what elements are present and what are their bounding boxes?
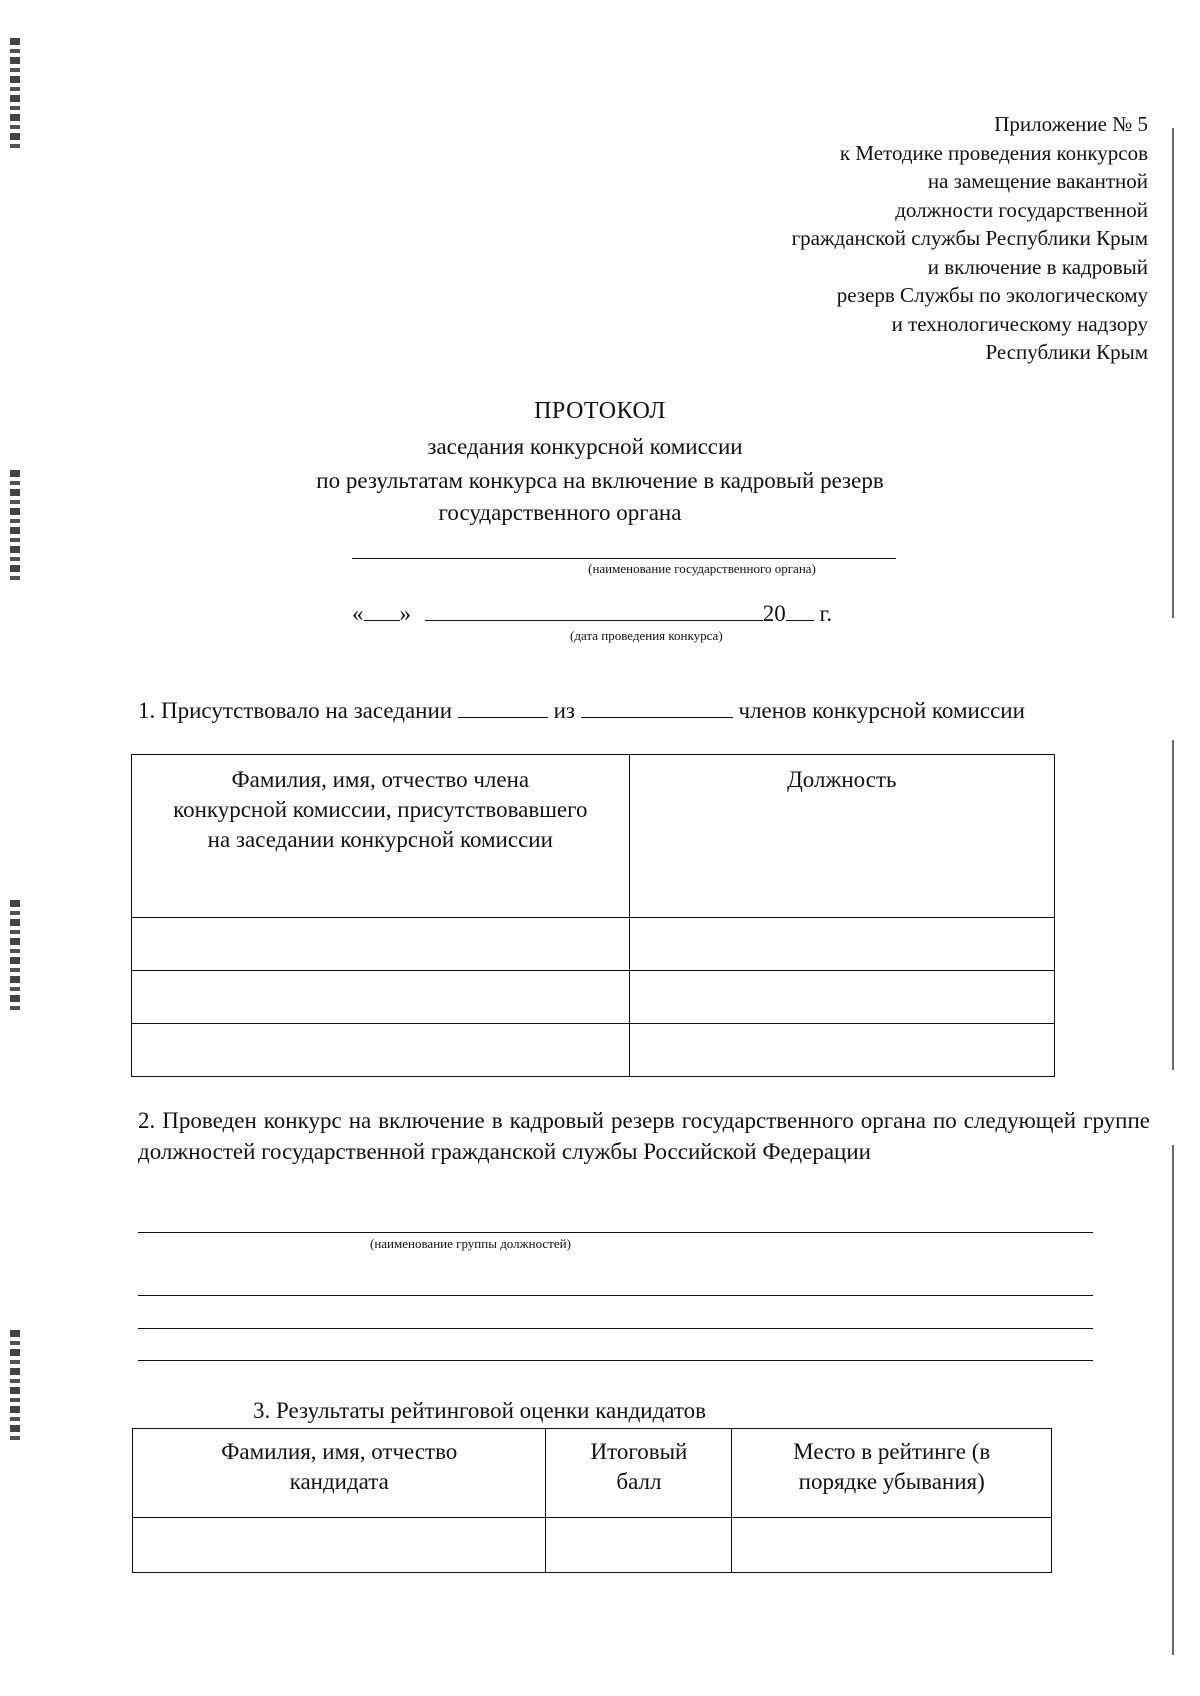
appendix-line: и технологическому надзору [891, 311, 1148, 336]
scan-edge-mark [10, 1330, 20, 1440]
document-title: ПРОТОКОЛ [534, 398, 666, 424]
column-header-candidate-name: Фамилия, имя, отчество кандидата [133, 1429, 546, 1518]
close-quote: » [399, 601, 411, 626]
document-subtitle: по результатам конкурса на включение в кадровый резерв [316, 468, 884, 493]
section-1-text-b: из [553, 698, 576, 723]
member-position-cell[interactable] [629, 971, 1054, 1024]
scan-edge-mark [10, 900, 20, 1010]
document-subtitle: государственного органа [438, 500, 682, 525]
org-name-field[interactable] [352, 558, 896, 559]
section-2-text: 2. Проведен конкурс на включение в кадровый резерв государственного органа по следующей группе должностей государственной гражданской службы Российской Федерации [138, 1108, 1150, 1164]
table-row [132, 971, 1055, 1024]
position-group-field[interactable] [138, 1328, 1093, 1329]
commission-members-table [131, 754, 1055, 1077]
member-name-cell[interactable] [132, 918, 630, 971]
scan-edge-line [1172, 740, 1174, 1070]
table-row [132, 918, 1055, 971]
scan-edge-line [1172, 1145, 1174, 1655]
year-field[interactable] [786, 598, 814, 621]
column-header-total-score: Итоговый балл [546, 1429, 732, 1518]
appendix-note [792, 110, 1148, 367]
column-header-position: Должность [629, 755, 1054, 918]
rating-place-cell[interactable] [732, 1518, 1052, 1573]
present-count-field[interactable] [458, 695, 548, 718]
org-name-caption: (наименование государственного органа) [588, 561, 816, 576]
appendix-line: к Методике проведения конкурсов [839, 140, 1148, 165]
table-row [133, 1518, 1052, 1573]
column-header-member-name: Фамилия, имя, отчество члена конкурсной комиссии, присутствовавшего на заседании конкурсной комиссии [132, 755, 630, 918]
appendix-line: на замещение вакантной [927, 169, 1148, 193]
rating-results-table [132, 1428, 1052, 1573]
month-field[interactable] [425, 598, 763, 621]
table-row [132, 1024, 1055, 1077]
appendix-line: Приложение № 5 [994, 112, 1148, 136]
appendix-line: и включение в кадровый [927, 254, 1148, 279]
year-prefix: 20 [762, 601, 786, 626]
member-name-cell[interactable] [132, 971, 630, 1024]
scan-edge-line [1172, 128, 1174, 618]
date-row [352, 598, 832, 627]
section-1-text [138, 695, 1088, 726]
table-header-row [133, 1429, 1052, 1518]
appendix-line: должности государственной [895, 197, 1148, 222]
candidate-name-cell[interactable] [133, 1518, 546, 1573]
year-suffix: г. [819, 601, 833, 626]
scan-edge-mark [10, 38, 20, 148]
section-1-text-a: 1. Присутствовало на заседании [138, 698, 453, 723]
appendix-line: гражданской службы Республики Крым [791, 226, 1148, 250]
position-group-caption: (наименование группы должностей) [370, 1236, 571, 1251]
position-group-field[interactable] [138, 1232, 1093, 1233]
position-group-field[interactable] [138, 1295, 1093, 1296]
section-1-text-c: членов конкурсной комиссии [738, 698, 1025, 723]
table-header-row [132, 755, 1055, 918]
member-name-cell[interactable] [132, 1024, 630, 1077]
appendix-line: Республики Крым [985, 340, 1148, 364]
section-3-title: 3. Результаты рейтинговой оценки кандидатов [253, 1398, 707, 1423]
total-score-cell[interactable] [546, 1518, 732, 1573]
open-quote: « [352, 601, 364, 626]
column-header-rating-place: Место в рейтинге (в порядке убывания) [732, 1429, 1052, 1518]
appendix-line: резерв Службы по экологическому [836, 283, 1148, 307]
member-position-cell[interactable] [629, 1024, 1054, 1077]
member-position-cell[interactable] [629, 918, 1054, 971]
date-caption: (дата проведения конкурса) [570, 628, 723, 643]
day-field[interactable] [364, 598, 400, 621]
document-subtitle: заседания конкурсной комиссии [427, 434, 743, 459]
position-group-field[interactable] [138, 1360, 1093, 1361]
total-members-field[interactable] [581, 695, 733, 718]
